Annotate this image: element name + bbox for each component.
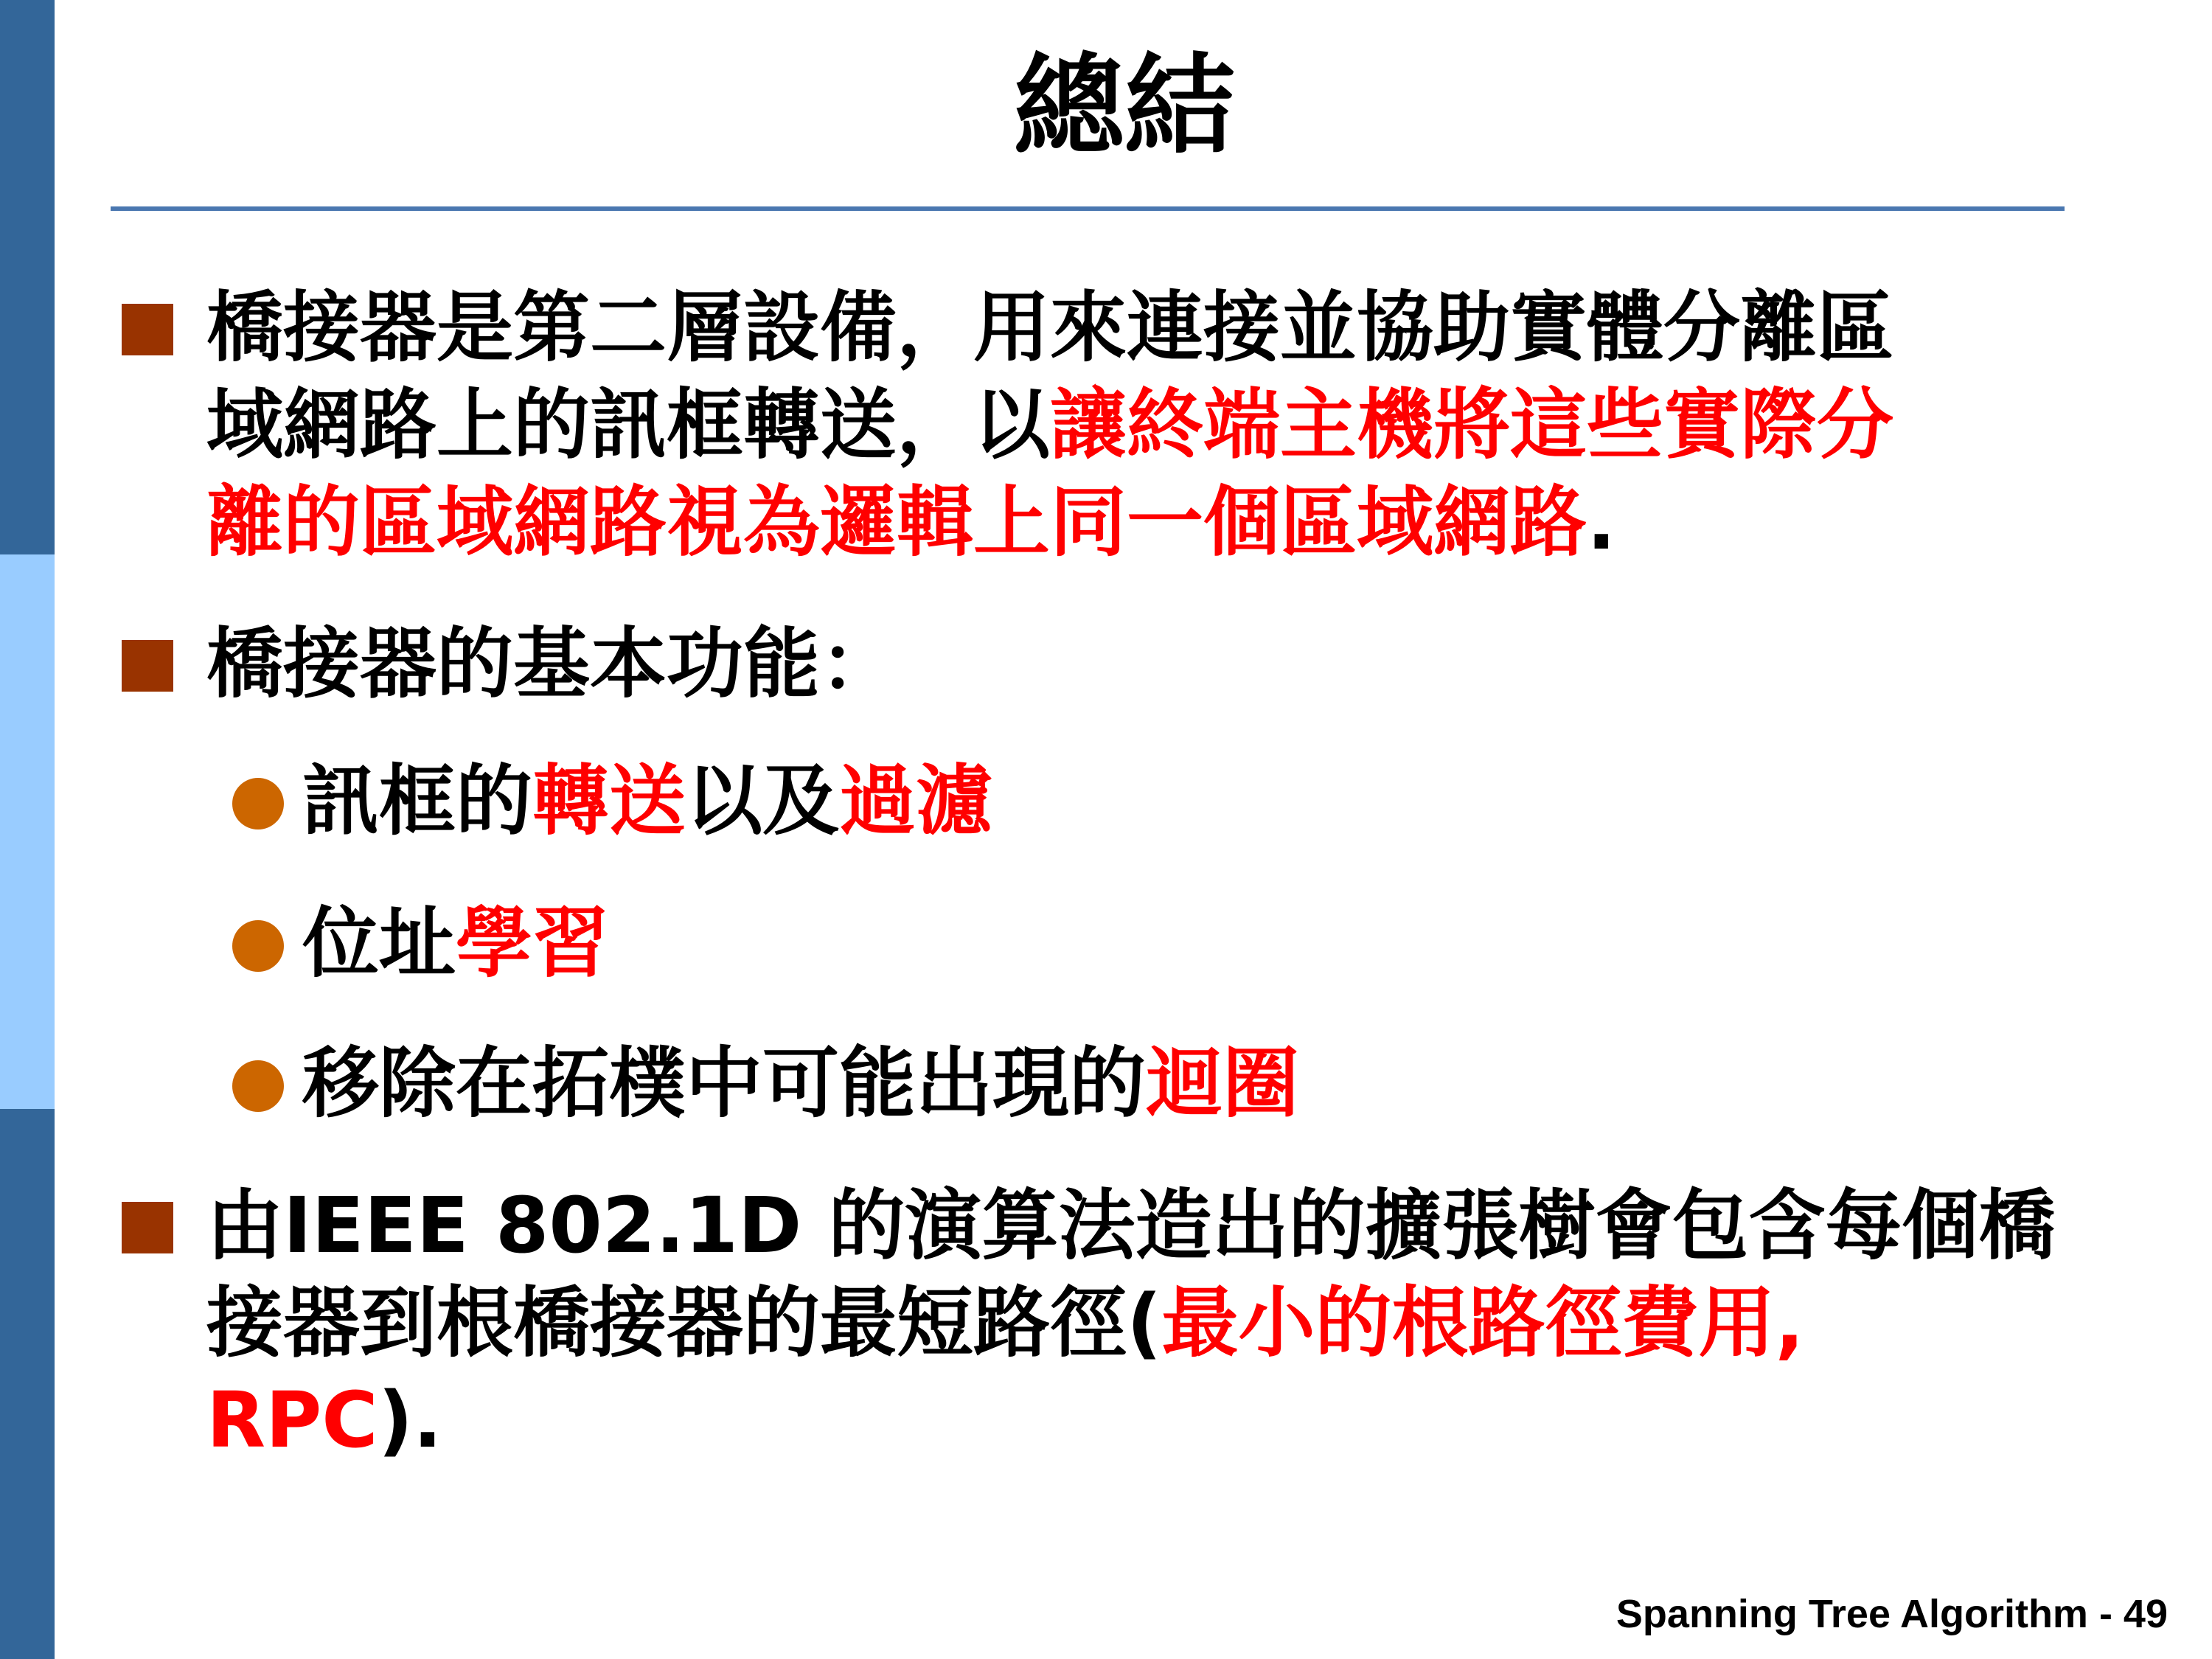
text-run: 位址 [302, 898, 456, 988]
highlight-run: 學習 [456, 898, 610, 988]
bullet-3-line-2 [206, 1276, 1804, 1370]
highlight-run: 最小的根路徑費用, [1161, 1278, 1805, 1368]
text-run: 訊框的 [302, 756, 533, 846]
bullet-3-line-1 [206, 1178, 2056, 1273]
square-bullet-icon [122, 1202, 173, 1253]
side-bar-bottom [0, 1109, 55, 1659]
text-run: 以及 [686, 756, 840, 846]
highlight-run: 讓終端主機將這些實際分 [1050, 380, 1894, 470]
text-run: 域網路上的訊框轉送，以 [206, 380, 1051, 470]
dot-bullet-icon [232, 778, 284, 830]
text-run: 移除在拓樸中可能出現的 [302, 1038, 1147, 1128]
text-run: 橋接器的基本功能： [206, 619, 897, 709]
sub-bullet-2 [302, 896, 609, 990]
text-run: 橋接器是第二層設備，用來連接並協助實體分離區 [206, 282, 1894, 372]
text-run: 由IEEE 802.1D 的演算法造出的擴張樹會包含每個橋 [206, 1180, 2056, 1270]
highlight-run: 過濾 [839, 756, 993, 846]
sub-bullet-1 [302, 754, 992, 848]
bullet-3-line-3 [206, 1373, 442, 1467]
slide-footer: Spanning Tree Algorithm - 49 [1615, 1592, 2168, 1636]
square-bullet-icon [122, 640, 173, 692]
highlight-run: RPC [206, 1375, 378, 1465]
side-bar-middle [0, 554, 55, 1109]
text-run: 接器到根橋接器的最短路徑( [206, 1278, 1162, 1368]
side-bar-top [0, 0, 55, 554]
dot-bullet-icon [232, 1060, 284, 1112]
bullet-2-line-1 [206, 616, 897, 711]
highlight-run: 迴圈 [1146, 1038, 1300, 1128]
text-run: ). [378, 1375, 442, 1465]
slide-title: 總結 [1013, 43, 1235, 171]
sub-bullet-3 [302, 1036, 1299, 1130]
title-divider [111, 206, 2065, 211]
bullet-1-line-3 [206, 475, 1616, 569]
bullet-1-line-1 [206, 280, 1893, 375]
highlight-run: 轉送 [532, 756, 686, 846]
highlight-run: 離的區域網路視為邏輯上同一個區域網路 [206, 477, 1587, 567]
dot-bullet-icon [232, 920, 284, 972]
text-run: . [1587, 477, 1616, 567]
bullet-1-line-2 [206, 378, 1893, 472]
square-bullet-icon [122, 304, 173, 355]
